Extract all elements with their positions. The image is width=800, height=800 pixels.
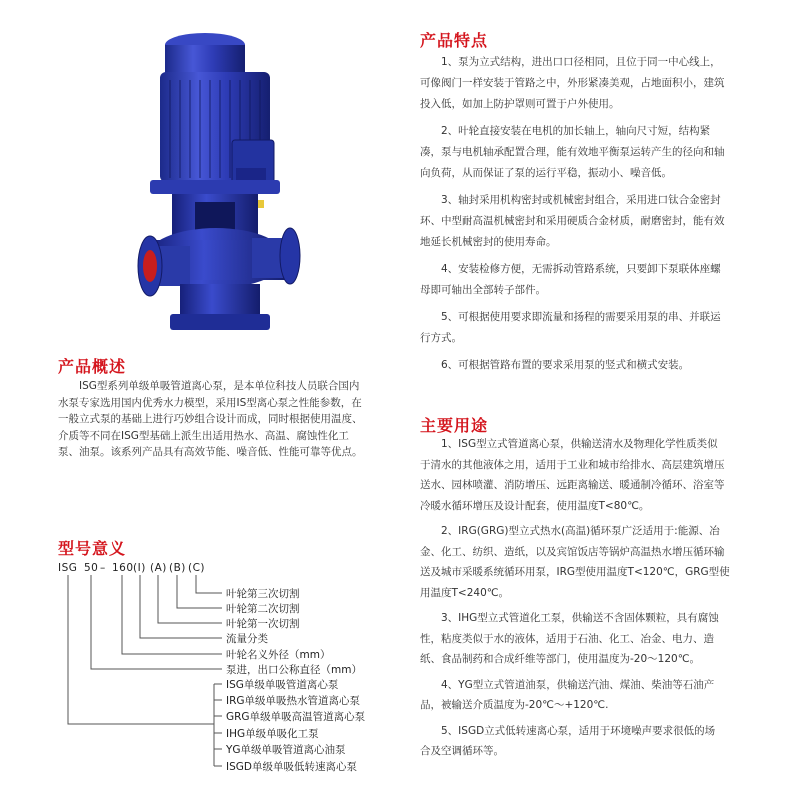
feature-line: 凑，泵与电机轴承配置合理，能有效地平衡泵运转产生的径向和轴 bbox=[420, 146, 725, 158]
model-code-isg: ISG bbox=[58, 562, 78, 574]
model-code-a: (A) bbox=[150, 562, 167, 574]
feature-line: 3、轴封采用机构密封或机械密封组合，采用进口钛合金密封 bbox=[441, 194, 721, 206]
feature-line: 1、泵为立式结构，进出口口径相同，且位于同一中心线上， bbox=[441, 56, 721, 68]
model-type: GRG单级单吸高温管道离心泵 bbox=[226, 711, 366, 723]
model-label: 叶轮名义外径（mm） bbox=[226, 649, 331, 661]
use-line: 5、ISGD立式低转速离心泵，适用于环境噪声要求很低的场 bbox=[441, 724, 716, 737]
use-line: 纸、食品制药和合成纤维等部门，使用温度为-20～120℃。 bbox=[420, 653, 700, 665]
overview-line: 一般立式泵的基础上进行巧妙组合设计而成，同时根据使用温度、 bbox=[58, 413, 363, 425]
feature-line: 可像阀门一样安装于管路之中，外形紧凑美观，占地面积小，建筑 bbox=[420, 77, 725, 89]
feature-line: 2、叶轮直接安装在电机的加长轴上，轴向尺寸短，结构紧 bbox=[441, 125, 711, 137]
feature-line: 投入低，如加上防护罩则可置于户外使用。 bbox=[420, 98, 620, 110]
use-line: 1、ISG型立式管道离心泵，供输送清水及物理化学性质类似 bbox=[441, 438, 718, 450]
use-line: 3、IHG型立式管道化工泵，供输送不含固体颗粒，具有腐蚀 bbox=[441, 612, 719, 624]
use-line: 品，被输送介质温度为-20℃～+120℃. bbox=[420, 699, 609, 711]
feature-line: 6、可根据管路布置的要求采用泵的竖式和横式安装。 bbox=[441, 359, 690, 371]
model-code-dash: – bbox=[100, 562, 106, 574]
uses-title: 主要用途 bbox=[420, 416, 489, 435]
model-code-50: 50 bbox=[84, 562, 99, 574]
model-label: 叶轮第二次切割 bbox=[226, 603, 300, 615]
model-code-c: (C) bbox=[188, 562, 206, 574]
model-code-i: (I) bbox=[133, 562, 146, 574]
use-line: 2、IRG(GRG)型立式热水(高温)循环泵广泛适用于:能源、冶 bbox=[441, 525, 720, 537]
model-type: IRG单级单吸热水管道离心泵 bbox=[226, 695, 361, 707]
use-line: 于清水的其他液体之用，适用于工业和城市给排水、高层建筑增压 bbox=[420, 458, 725, 471]
use-line: 冷暖水循环增压及设计配套，使用温度T<80℃。 bbox=[420, 499, 650, 512]
feature-line: 环、中型耐高温机械密封和采用硬质合金材质，耐磨密封，能有效 bbox=[420, 215, 725, 227]
use-line: 4、YG型立式管道油泵，供输送汽油、煤油、柴油等石油产 bbox=[441, 678, 715, 691]
overview-line: 介质等不同在ISG型基础上派生出适用热水、高温、腐蚀性化工 bbox=[58, 429, 349, 442]
features-title: 产品特点 bbox=[420, 31, 489, 50]
overview-title: 产品概述 bbox=[58, 357, 127, 376]
model-label: 泵进，出口公称直径（mm） bbox=[226, 664, 362, 676]
overview-line: ISG型系列单级单吸管道离心泵，是本单位科技人员联合国内 bbox=[79, 380, 360, 392]
model-code-160: 160 bbox=[112, 562, 134, 574]
feature-line: 5、可根据使用要求即流量和扬程的需要采用泵的串、并联运 bbox=[441, 311, 721, 323]
model-code-b: (B) bbox=[169, 562, 186, 574]
overview-text bbox=[58, 378, 380, 461]
model-type: ISG单级单吸管道离心泵 bbox=[226, 679, 339, 691]
use-line: 送水、园林喷灌、消防增压、远距离输送、暖通制冷循环、浴室等 bbox=[420, 479, 725, 491]
use-line: 金、化工、纺织、造纸，以及宾馆饭店等锅炉高温热水增压循环输 bbox=[420, 545, 725, 558]
overview-line: 泵、油泵。该系列产品具有高效节能、噪音低、性能可靠等优点。 bbox=[58, 446, 363, 458]
feature-line: 4、安装检修方便，无需拆动管路系统，只要卸下泵联体座螺 bbox=[441, 263, 721, 275]
feature-line: 地延长机械密封的使用寿命。 bbox=[420, 236, 557, 248]
model-label: 流量分类 bbox=[226, 633, 268, 645]
model-label: 叶轮第三次切割 bbox=[226, 588, 300, 600]
use-line: 性，粘度类似于水的液体，适用于石油、化工、冶金、电力、造 bbox=[420, 632, 714, 645]
feature-line: 母即可轴出全部转子部件。 bbox=[420, 284, 546, 296]
model-type: YG单级单吸管道离心油泵 bbox=[226, 744, 346, 756]
features-text bbox=[420, 52, 750, 376]
model-type: ISGD单级单吸低转速离心泵 bbox=[226, 761, 357, 773]
model-type: IHG单级单吸化工泵 bbox=[226, 728, 319, 740]
model-label: 叶轮第一次切割 bbox=[226, 618, 300, 630]
feature-line: 向负荷，从而保证了泵的运行平稳，振动小、噪音低。 bbox=[420, 167, 672, 179]
model-title: 型号意义 bbox=[58, 539, 127, 558]
uses-text bbox=[420, 434, 750, 762]
overview-line: 水泵专家选用国内优秀水力模型，采用IS型离心泵之性能参数，在 bbox=[58, 396, 362, 409]
use-line: 送及城市采暖系统循环用泵，IRG型使用温度T<120℃，GRG型使 bbox=[420, 566, 730, 578]
feature-line: 行方式。 bbox=[420, 332, 462, 344]
use-line: 合及空调循环等。 bbox=[420, 745, 504, 757]
use-line: 用温度T<240℃。 bbox=[420, 586, 510, 599]
